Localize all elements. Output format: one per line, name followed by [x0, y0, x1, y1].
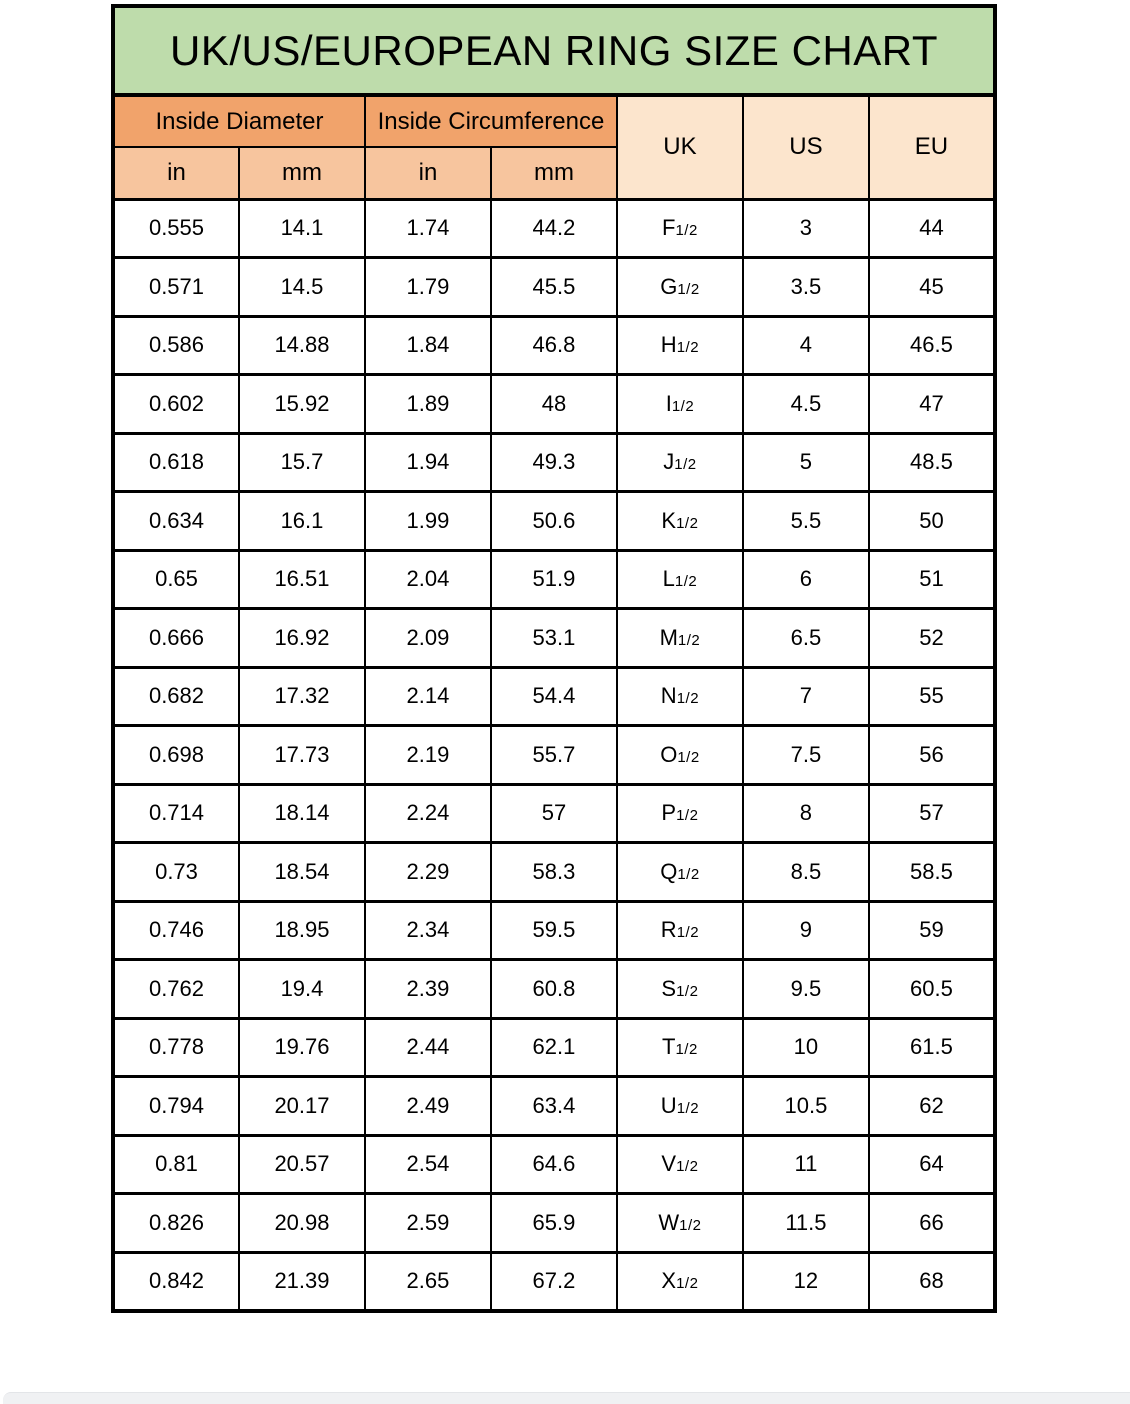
- cell-diameter-mm: 14.5: [239, 258, 365, 317]
- cell-diameter-mm: 16.1: [239, 492, 365, 551]
- cell-uk-size: [617, 960, 743, 1019]
- cell-diameter-mm: 16.51: [239, 550, 365, 609]
- cell-eu-size: 62: [869, 1077, 995, 1136]
- cell-circumference-mm: 59.5: [491, 901, 617, 960]
- cell-circumference-mm: 62.1: [491, 1018, 617, 1077]
- cell-circumference-mm: 48: [491, 375, 617, 434]
- uk-size-fraction: 1/2: [676, 807, 699, 825]
- cell-uk-size: [617, 1194, 743, 1253]
- cell-eu-size: 57: [869, 784, 995, 843]
- cell-circumference-in: 2.34: [365, 901, 491, 960]
- uk-size-fraction: 1/2: [677, 631, 701, 649]
- uk-size-letter: I: [665, 390, 672, 416]
- page-title: UK/US/EUROPEAN RING SIZE CHART: [113, 6, 995, 95]
- cell-uk-size: [617, 199, 743, 258]
- uk-size-fraction: 1/2: [677, 280, 700, 298]
- uk-size-fraction: 1/2: [676, 1275, 699, 1292]
- cell-circumference-in: 2.14: [365, 667, 491, 726]
- cell-uk-size: [617, 609, 743, 668]
- cell-us-size: 6.5: [743, 609, 869, 668]
- cell-eu-size: 61.5: [869, 1018, 995, 1077]
- uk-size-letter: O: [660, 741, 678, 767]
- table-row: [113, 960, 995, 1019]
- uk-size-letter: V: [661, 1151, 677, 1177]
- uk-size-letter: N: [660, 683, 677, 709]
- cell-diameter-in: 0.826: [113, 1194, 239, 1253]
- cell-eu-size: 64: [869, 1135, 995, 1194]
- table-header: [113, 6, 995, 199]
- cell-diameter-in: 0.698: [113, 726, 239, 785]
- unit-header-diameter-in: in: [113, 147, 239, 199]
- cell-circumference-mm: 50.6: [491, 492, 617, 551]
- cell-diameter-mm: 14.88: [239, 316, 365, 375]
- cell-eu-size: 60.5: [869, 960, 995, 1019]
- cell-uk-size: [617, 375, 743, 434]
- cell-us-size: 12: [743, 1252, 869, 1311]
- cell-us-size: 8.5: [743, 843, 869, 902]
- cell-circumference-mm: 65.9: [491, 1194, 617, 1253]
- cell-eu-size: 55: [869, 667, 995, 726]
- title-row: [113, 6, 995, 95]
- uk-size-letter: U: [660, 1092, 677, 1118]
- cell-us-size: 3: [743, 199, 869, 258]
- cell-eu-size: 44: [869, 199, 995, 258]
- cell-circumference-mm: 46.8: [491, 316, 617, 375]
- cell-diameter-mm: 16.92: [239, 609, 365, 668]
- cell-circumference-in: 1.74: [365, 199, 491, 258]
- group-header-inside-diameter: Inside Diameter: [113, 95, 365, 147]
- horizontal-scrollbar-track[interactable]: [3, 1392, 1130, 1404]
- cell-uk-size: [617, 1135, 743, 1194]
- cell-diameter-mm: 19.4: [239, 960, 365, 1019]
- cell-circumference-mm: 58.3: [491, 843, 617, 902]
- cell-diameter-mm: 20.98: [239, 1194, 365, 1253]
- table-row: [113, 1077, 995, 1136]
- cell-eu-size: 56: [869, 726, 995, 785]
- cell-uk-size: [617, 550, 743, 609]
- cell-uk-size: [617, 726, 743, 785]
- cell-circumference-mm: 44.2: [491, 199, 617, 258]
- cell-eu-size: 59: [869, 901, 995, 960]
- table-row: [113, 609, 995, 668]
- cell-diameter-in: 0.842: [113, 1252, 239, 1311]
- uk-size-letter: P: [661, 800, 677, 826]
- cell-diameter-mm: 18.95: [239, 901, 365, 960]
- cell-eu-size: 68: [869, 1252, 995, 1311]
- uk-size-fraction: 1/2: [676, 690, 700, 708]
- cell-circumference-mm: 57: [491, 784, 617, 843]
- table-row: [113, 433, 995, 492]
- table-row: [113, 1252, 995, 1311]
- cell-eu-size: 47: [869, 375, 995, 434]
- cell-circumference-in: 1.99: [365, 492, 491, 551]
- table-row: [113, 199, 995, 258]
- cell-us-size: 10: [743, 1018, 869, 1077]
- cell-diameter-mm: 19.76: [239, 1018, 365, 1077]
- cell-eu-size: 58.5: [869, 843, 995, 902]
- group-header-inside-circumference: Inside Circumference: [365, 95, 617, 147]
- cell-diameter-mm: 20.17: [239, 1077, 365, 1136]
- cell-circumference-in: 2.44: [365, 1018, 491, 1077]
- uk-size-fraction: 1/2: [676, 514, 699, 532]
- table-row: [113, 1135, 995, 1194]
- table-row: [113, 258, 995, 317]
- uk-size-fraction: 1/2: [676, 1158, 699, 1176]
- cell-diameter-in: 0.555: [113, 199, 239, 258]
- ring-size-chart-table: [111, 4, 997, 1313]
- cell-diameter-in: 0.81: [113, 1135, 239, 1194]
- table-row: [113, 784, 995, 843]
- cell-circumference-in: 2.19: [365, 726, 491, 785]
- table-row: [113, 316, 995, 375]
- cell-circumference-in: 2.04: [365, 550, 491, 609]
- cell-circumference-in: 1.79: [365, 258, 491, 317]
- cell-uk-size: [617, 843, 743, 902]
- cell-eu-size: 51: [869, 550, 995, 609]
- cell-eu-size: 46.5: [869, 316, 995, 375]
- cell-uk-size: [617, 1018, 743, 1077]
- uk-size-fraction: 1/2: [676, 1099, 700, 1117]
- cell-us-size: 9: [743, 901, 869, 960]
- uk-size-fraction: 1/2: [677, 865, 700, 883]
- cell-circumference-in: 1.94: [365, 433, 491, 492]
- unit-header-diameter-mm: mm: [239, 147, 365, 199]
- cell-diameter-in: 0.714: [113, 784, 239, 843]
- table-row: [113, 667, 995, 726]
- uk-size-letter: L: [662, 566, 675, 592]
- uk-size-fraction: 1/2: [676, 339, 700, 357]
- cell-us-size: 7: [743, 667, 869, 726]
- table-row: [113, 726, 995, 785]
- cell-diameter-mm: 17.32: [239, 667, 365, 726]
- cell-us-size: 4.5: [743, 375, 869, 434]
- cell-circumference-in: 2.54: [365, 1135, 491, 1194]
- cell-diameter-in: 0.778: [113, 1018, 239, 1077]
- cell-circumference-mm: 64.6: [491, 1135, 617, 1194]
- table-body: [113, 199, 995, 1311]
- uk-size-fraction: 1/2: [671, 397, 695, 415]
- uk-size-letter: M: [659, 624, 678, 650]
- cell-circumference-mm: 53.1: [491, 609, 617, 668]
- cell-uk-size: [617, 784, 743, 843]
- table-row: [113, 1194, 995, 1253]
- cell-diameter-in: 0.65: [113, 550, 239, 609]
- cell-diameter-mm: 21.39: [239, 1252, 365, 1311]
- cell-uk-size: [617, 258, 743, 317]
- cell-circumference-mm: 63.4: [491, 1077, 617, 1136]
- cell-circumference-in: 2.49: [365, 1077, 491, 1136]
- cell-diameter-in: 0.666: [113, 609, 239, 668]
- cell-circumference-in: 2.59: [365, 1194, 491, 1253]
- column-header-us: US: [743, 95, 869, 199]
- uk-size-letter: S: [661, 975, 677, 1001]
- table-row: [113, 375, 995, 434]
- cell-uk-size: [617, 316, 743, 375]
- table-row: [113, 901, 995, 960]
- cell-uk-size: [617, 1077, 743, 1136]
- cell-diameter-in: 0.794: [113, 1077, 239, 1136]
- cell-eu-size: 52: [869, 609, 995, 668]
- cell-eu-size: 50: [869, 492, 995, 551]
- cell-circumference-in: 1.89: [365, 375, 491, 434]
- table-row: [113, 1018, 995, 1077]
- unit-header-circumference-in: in: [365, 147, 491, 199]
- uk-size-fraction: 1/2: [676, 982, 699, 1000]
- uk-size-letter: Q: [660, 858, 678, 884]
- cell-us-size: 9.5: [743, 960, 869, 1019]
- cell-eu-size: 66: [869, 1194, 995, 1253]
- cell-diameter-in: 0.746: [113, 901, 239, 960]
- uk-size-letter: F: [662, 215, 676, 241]
- uk-size-fraction: 1/2: [679, 1216, 702, 1234]
- uk-size-letter: T: [662, 1034, 676, 1060]
- cell-us-size: 7.5: [743, 726, 869, 785]
- cell-diameter-mm: 18.14: [239, 784, 365, 843]
- cell-diameter-in: 0.762: [113, 960, 239, 1019]
- group-header-row: [113, 95, 995, 147]
- cell-diameter-in: 0.571: [113, 258, 239, 317]
- cell-circumference-in: 2.09: [365, 609, 491, 668]
- cell-diameter-in: 0.618: [113, 433, 239, 492]
- cell-circumference-mm: 49.3: [491, 433, 617, 492]
- uk-size-fraction: 1/2: [676, 924, 700, 942]
- cell-us-size: 5.5: [743, 492, 869, 551]
- uk-size-fraction: 1/2: [675, 222, 698, 240]
- cell-circumference-in: 2.24: [365, 784, 491, 843]
- cell-us-size: 8: [743, 784, 869, 843]
- cell-circumference-mm: 45.5: [491, 258, 617, 317]
- cell-eu-size: 45: [869, 258, 995, 317]
- cell-diameter-mm: 18.54: [239, 843, 365, 902]
- uk-size-letter: K: [661, 507, 677, 533]
- cell-us-size: 10.5: [743, 1077, 869, 1136]
- uk-size-letter: X: [661, 1268, 677, 1293]
- cell-circumference-mm: 55.7: [491, 726, 617, 785]
- cell-circumference-mm: 60.8: [491, 960, 617, 1019]
- uk-size-letter: W: [658, 1209, 680, 1235]
- cell-diameter-mm: 20.57: [239, 1135, 365, 1194]
- cell-uk-size: [617, 492, 743, 551]
- cell-us-size: 4: [743, 316, 869, 375]
- cell-us-size: 3.5: [743, 258, 869, 317]
- cell-circumference-mm: 54.4: [491, 667, 617, 726]
- table-row: [113, 843, 995, 902]
- uk-size-fraction: 1/2: [677, 748, 700, 766]
- cell-diameter-in: 0.586: [113, 316, 239, 375]
- uk-size-fraction: 1/2: [675, 1041, 698, 1059]
- cell-diameter-mm: 15.7: [239, 433, 365, 492]
- cell-circumference-in: 2.29: [365, 843, 491, 902]
- cell-diameter-mm: 17.73: [239, 726, 365, 785]
- cell-circumference-mm: 67.2: [491, 1252, 617, 1311]
- cell-diameter-in: 0.634: [113, 492, 239, 551]
- cell-diameter-mm: 15.92: [239, 375, 365, 434]
- cell-us-size: 5: [743, 433, 869, 492]
- uk-size-letter: R: [660, 917, 677, 943]
- cell-circumference-mm: 51.9: [491, 550, 617, 609]
- uk-size-letter: H: [660, 332, 677, 358]
- uk-size-fraction: 1/2: [674, 456, 697, 474]
- cell-circumference-in: 1.84: [365, 316, 491, 375]
- unit-header-circumference-mm: mm: [491, 147, 617, 199]
- table-row: [113, 550, 995, 609]
- uk-size-letter: J: [663, 449, 675, 475]
- cell-diameter-in: 0.73: [113, 843, 239, 902]
- column-header-uk: UK: [617, 95, 743, 199]
- cell-eu-size: 48.5: [869, 433, 995, 492]
- cell-uk-size: [617, 1252, 743, 1311]
- uk-size-letter: G: [660, 273, 678, 299]
- cell-circumference-in: 2.39: [365, 960, 491, 1019]
- table-row: [113, 492, 995, 551]
- cell-us-size: 11.5: [743, 1194, 869, 1253]
- cell-us-size: 6: [743, 550, 869, 609]
- cell-diameter-mm: 14.1: [239, 199, 365, 258]
- cell-diameter-in: 0.682: [113, 667, 239, 726]
- cell-uk-size: [617, 433, 743, 492]
- cell-us-size: 11: [743, 1135, 869, 1194]
- column-header-eu: EU: [869, 95, 995, 199]
- cell-uk-size: [617, 667, 743, 726]
- cell-circumference-in: 2.65: [365, 1252, 491, 1311]
- cell-uk-size: [617, 901, 743, 960]
- cell-diameter-in: 0.602: [113, 375, 239, 434]
- uk-size-fraction: 1/2: [674, 573, 698, 591]
